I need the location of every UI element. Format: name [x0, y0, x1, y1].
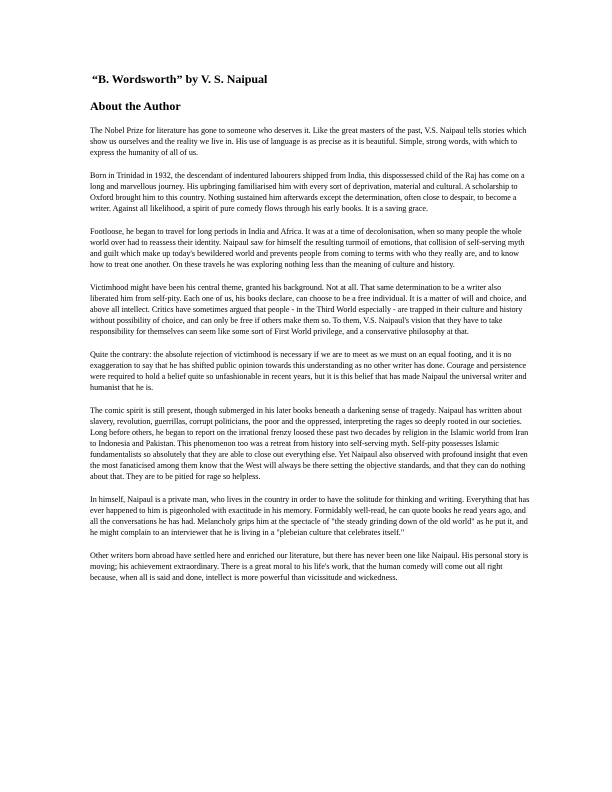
paragraph-victimhood: Victimhood might have been his central theme, granted his background. Not at all. That same determination to be a writer also liberated him from self-pity. Each one of us, his books declare, can choose to be a free individual. It is a matter of will and choice, and above all intellect. Critics have sometimes argued that people - in the Third World especially - are trapped in their culture and history without possibility of choice, and can only be free if others make them so. To them, V.S. Naipaul's vision that they have to take responsibility for themselves can seem like some sort of First World privilege, and a conservative philosophy at that.	[90, 283, 527, 336]
paragraph-other-writers: Other writers born abroad have settled here and enriched our literature, but there has never been one like Naipaul. His personal story is moving; his achievement extraordinary. There is a great moral to his life's work, that the human comedy will come out all right because, when all is said and done, intellect is more powerful than vicissitude and wickedness.	[90, 551, 529, 582]
paragraph-footloose: Footloose, he began to travel for long periods in India and Africa. It was at a time of decolonisation, when so many people the whole world over had to reassess their identity. Naipaul saw for himself the resulting turmoil of emotions, that collision of self-serving myth and guilt which make up today's bewildered world and prevents people from coming to terms with who they really are, and to know how to treat one another. On these travels he was exploring nothing less than the meaning of culture and history.	[90, 227, 525, 269]
document-page	[90, 72, 530, 583]
paragraph-quite-the-contrary: Quite the contrary: the absolute rejection of victimhood is necessary if we are to meet as we must on an equal footing, and it is no exaggeration to say that he has shifted public opinion towards this understanding as no other writer has done. Courage and persistence were required to hold a belief quite so unfashionable in recent years, but it is this belief that has made Naipaul the universal writer and humanist that he is.	[90, 350, 527, 392]
paragraph-private-man: In himself, Naipaul is a private man, who lives in the country in order to have the solitude for thinking and writing. Everything that has ever happened to him is pigeonholed with exactitude in his memory. Formidably well-read, he can quote books he read years ago, and all the conversations he has had. Melancholy grips him at the spectacle of "the steady grinding down of the old world" as he put it, and he might complain to an interviewer that he is living in a "plebeian culture that celebrates itself."	[90, 495, 530, 537]
paragraph-born-in-trinidad: Born in Trinidad in 1932, the descendant of indentured labourers shipped from India, this dispossessed child of the Raj has come on a long and marvellous journey. His upbringing familiarised him with every sort of deprivation, material and cultural. A scholarship to Oxford brought him to this country. Nothing sustained him afterwards except the determination, often close to despair, to become a writer. Against all likelihood, a spirit of pure comedy flows through his early books. It is a saving grace.	[90, 171, 525, 213]
section-heading-about-the-author: About the Author	[90, 99, 181, 113]
paragraph-nobel-prize: The Nobel Prize for literature has gone to someone who deserves it. Like the great masters of the past, V.S. Naipaul tells stories which show us ourselves and the reality we live in. His use of language is as precise as it is beautiful. Simple, strong words, with which to express the humanity of all of us.	[90, 126, 527, 157]
document-title: “B. Wordsworth” by V. S. Naipual	[92, 72, 268, 86]
paragraph-comic-spirit: The comic spirit is still present, though submerged in his later books beneath a darkening sense of tragedy. Naipaul has written about slavery, revolution, guerrillas, corrupt politicians, the poor and the oppressed, interpreting the rages so deeply rooted in our societies. Long before others, he began to report on the irrational frenzy loosed these past two decades by religion in the Islamic world from Iran to Indonesia and Pakistan. This phenomenon too was a retreat from history into self-serving myth. Self-pity possesses Islamic fundamentalists so absolutely that they are able to close out everything else. Yet Naipaul also observed with profound insight that even the most fanaticised among them know that the West will always be there setting the objective standards, and that they can do nothing about that. They are to be pitied for rage so helpless.	[90, 406, 529, 481]
